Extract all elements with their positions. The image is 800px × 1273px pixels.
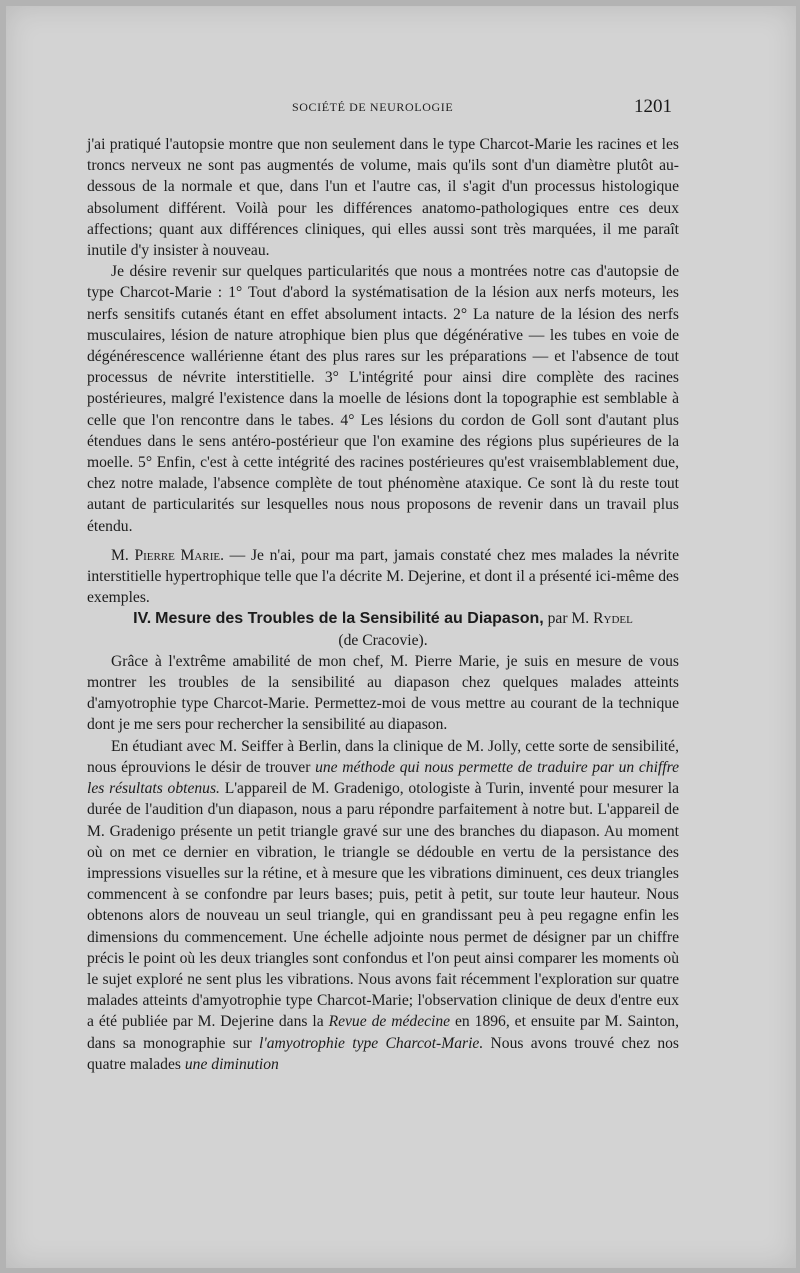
section-title: Mesure des Troubles de la Sensibilité au Diapason, — [155, 610, 544, 628]
paragraph-3-text: — Je n'ai, pour ma part, jamais constaté chez mes malades la névrite interstitielle hypertrophique telle que l'a décrite M. Dejerine, et dont il a présenté ici-même des exemples. — [87, 546, 680, 607]
paragraph-5-part-d: Nous avons trouvé chez nos quatre malades — [87, 1034, 680, 1073]
paragraph-5-part-b: L'appareil de M. Gradenigo, otologiste à Turin, inventé pour mesurer la durée de l'audition d'un diapason, nous a paru répondre parfaitement à notre but. L'appareil de M. Gradenigo présente un petit triangle gravé sur une des branches du diapason. Au moment où on met ce dernier en vibration, le triangle se dédouble en vertu de la persistance des impressions visuelles sur la rétine, et à mesure que les vibrations diminuent, ces deux triangles commencent à se confondre par leurs bases; puis, petit à petit, sur toute leur hauteur. Nous obtenons alors de nouveau un seul triangle, qui en grandissant peu à peu regagne enfin les dimensions du commencement. Une échelle adjointe nous permet de désigner par un chiffre précis le point où les deux triangles sont confondus et l'on peut ainsi comparer les moments où le sujet exploré ne sent plus les vibrations. Nous avons fait récemment l'exploration sur quatre malades atteints d'amyotrophie type Charcot-Marie; l'observation clinique de deux d'entre eux a été publiée par M. Dejerine dans la — [87, 780, 680, 1031]
body-text — [87, 134, 679, 1075]
paragraph-5-part-a: En étudiant avec M. Seiffer à Berlin, dans la clinique de M. Jolly, cette sorte de sensibilité, nous éprouvions le désir de trouver — [87, 737, 679, 776]
page-header — [6, 96, 800, 120]
section-number: IV. — [133, 610, 152, 628]
italic-phrase-1: une méthode qui nous permette de traduire par un chiffre les résultats obtenus. — [87, 758, 679, 798]
paragraph-5-part-c: en 1896, et ensuite par M. Sainton, dans sa monographie sur — [87, 1013, 679, 1052]
document-page — [6, 6, 796, 1268]
running-head: SOCIÉTÉ DE NEUROLOGIE — [292, 100, 454, 114]
italic-phrase-2: une diminution — [184, 1055, 279, 1073]
paragraph-4: Grâce à l'extrême amabilité de mon chef, M. Pierre Marie, je suis en mesure de vous montrer les troubles de la sensibilité au diapason chez quelques malades atteints d'amyotrophie type Charcot-Marie. Permettez-moi de vous mettre au courant de la technique dont je me sers pour rechercher la sensibilité au diapason. — [87, 652, 679, 734]
paragraph-3 — [87, 545, 679, 609]
speaker-name: M. Pierre Marie. — [111, 546, 224, 564]
page-number: 1201 — [634, 96, 672, 117]
journal-title: Revue de médecine — [328, 1013, 451, 1031]
paragraph-1: j'ai pratiqué l'autopsie montre que non seulement dans le type Charcot-Marie les racines et les troncs nerveux ne sont pas augmentés de volume, mais qu'ils sont d'un diamètre plutôt au-dessous de la normale et que, dans l'un et l'autre cas, il s'agit d'un processus histologique absolument différent. Voilà pour les différences anatomo-pathologiques entre ces deux affections; quant aux différences cliniques, qui elles aussi sont très marquées, il me paraît inutile d'y insister à nouveau. — [87, 136, 679, 260]
paragraph-5 — [87, 736, 679, 1075]
monograph-title: l'amyotrophie type Charcot-Marie. — [259, 1034, 484, 1052]
section-place: (de Cracovie). — [338, 631, 428, 649]
paragraph-2: Je désire revenir sur quelques particularités que nous a montrées notre cas d'autopsie de type Charcot-Marie : 1° Tout d'abord la systématisation de la lésion aux nerfs moteurs, les nerfs sensitifs cutanés étant en effet absolument intacts. 2° La nature de la lésion des nerfs musculaires, lésion de nature atrophique bien plus que dégénérative — les tubes en voie de dégénérescence wallérienne étant des plus rares sur les préparations — et l'absence de tout processus de névrite interstitielle. 3° L'intégrité pour ainsi dire complète des racines postérieures, malgré l'existence dans la moelle de lésions dont la topographie est semblable à celle que l'on rencontre dans le tabes. 4° Les lésions du cordon de Goll sont d'autant plus étendues dans le sens antéro-postérieur que l'on examine des régions plus supérieures de la moelle. 5° Enfin, c'est à cette intégrité des racines postérieures qu'est vraisemblablement due, chez notre malade, l'absence complète de tout phénomène ataxique. Ce sont là du reste tout autant de particularités sur lesquelles nous nous proposons de revenir dans un travail plus étendu. — [87, 263, 679, 535]
section-heading — [87, 608, 679, 650]
section-author: Rydel — [593, 610, 633, 628]
section-by: par M. — [543, 610, 594, 628]
